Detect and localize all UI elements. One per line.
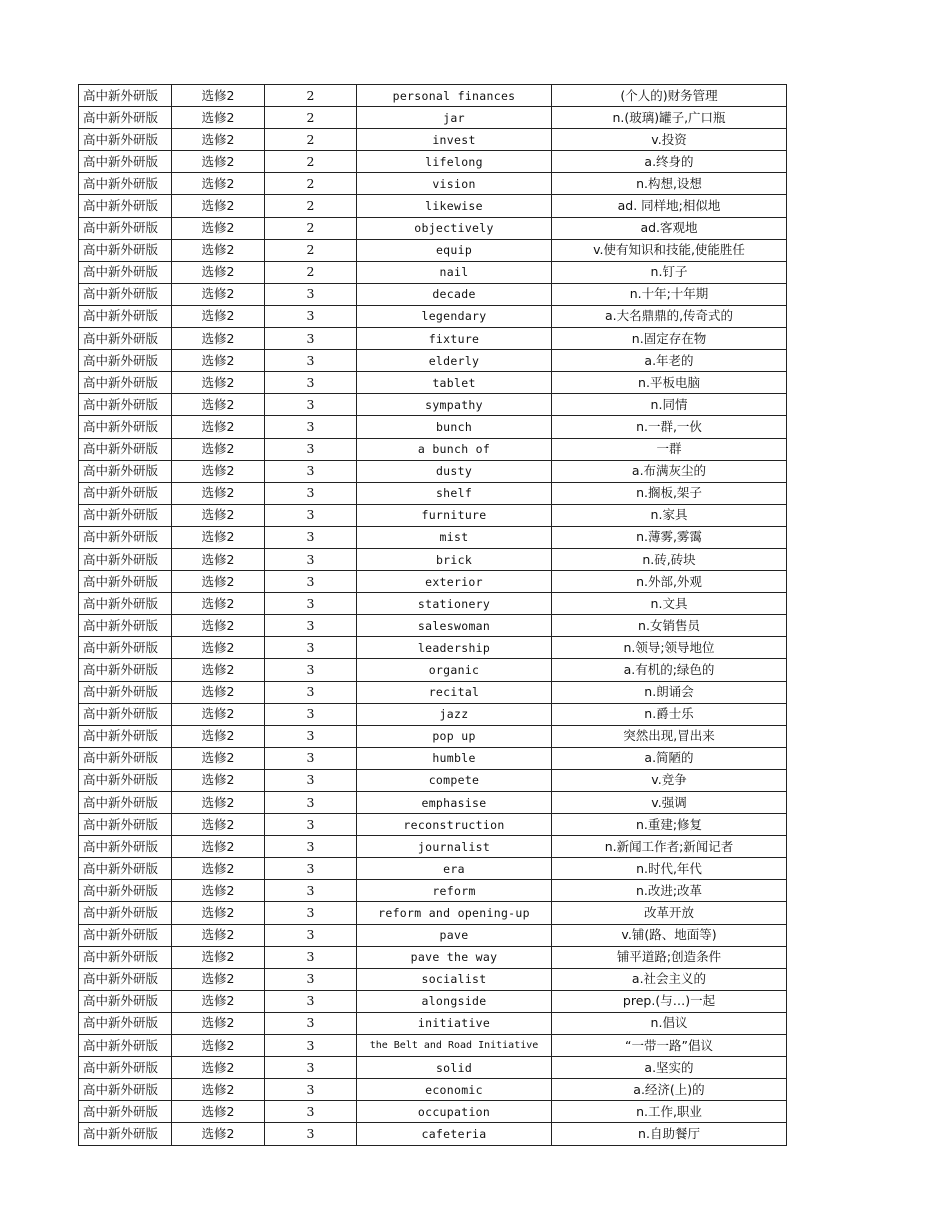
unit-cell: 2 [265, 261, 357, 283]
table-row [79, 615, 787, 637]
book-cell: 选修2 [172, 769, 265, 791]
table-row [79, 836, 787, 858]
meaning-cell: a.大名鼎鼎的,传奇式的 [552, 305, 787, 327]
table-row [79, 283, 787, 305]
book-cell: 选修2 [172, 151, 265, 173]
book-cell: 选修2 [172, 747, 265, 769]
table-row [79, 195, 787, 217]
book-cell: 选修2 [172, 107, 265, 129]
word-cell: decade [357, 283, 552, 305]
word-cell: fixture [357, 328, 552, 350]
unit-cell: 3 [265, 836, 357, 858]
table-row [79, 482, 787, 504]
table-row [79, 305, 787, 327]
unit-cell: 2 [265, 217, 357, 239]
table-row [79, 416, 787, 438]
book-cell: 选修2 [172, 482, 265, 504]
edition-cell: 高中新外研版 [79, 1012, 172, 1034]
word-cell: legendary [357, 305, 552, 327]
table-row [79, 924, 787, 946]
book-cell: 选修2 [172, 438, 265, 460]
meaning-cell: “一带一路”倡议 [552, 1035, 787, 1057]
edition-cell: 高中新外研版 [79, 1057, 172, 1079]
unit-cell: 3 [265, 747, 357, 769]
edition-cell: 高中新外研版 [79, 173, 172, 195]
edition-cell: 高中新外研版 [79, 261, 172, 283]
book-cell: 选修2 [172, 305, 265, 327]
meaning-cell: n.钉子 [552, 261, 787, 283]
edition-cell: 高中新外研版 [79, 195, 172, 217]
book-cell: 选修2 [172, 85, 265, 107]
unit-cell: 3 [265, 924, 357, 946]
unit-cell: 3 [265, 990, 357, 1012]
edition-cell: 高中新外研版 [79, 526, 172, 548]
word-cell: socialist [357, 968, 552, 990]
table-row [79, 1035, 787, 1057]
book-cell: 选修2 [172, 880, 265, 902]
vocabulary-table-body [79, 85, 787, 1146]
table-row [79, 858, 787, 880]
meaning-cell: n.时代,年代 [552, 858, 787, 880]
meaning-cell: prep.(与…)一起 [552, 990, 787, 1012]
word-cell: emphasise [357, 792, 552, 814]
table-row [79, 637, 787, 659]
book-cell: 选修2 [172, 659, 265, 681]
meaning-cell: 改革开放 [552, 902, 787, 924]
meaning-cell: ad.客观地 [552, 217, 787, 239]
table-row [79, 571, 787, 593]
meaning-cell: n.爵士乐 [552, 703, 787, 725]
unit-cell: 3 [265, 394, 357, 416]
unit-cell: 3 [265, 703, 357, 725]
vocabulary-table [78, 84, 787, 1146]
unit-cell: 3 [265, 526, 357, 548]
word-cell: occupation [357, 1101, 552, 1123]
edition-cell: 高中新外研版 [79, 659, 172, 681]
unit-cell: 3 [265, 1123, 357, 1145]
table-row [79, 239, 787, 261]
word-cell: reform and opening-up [357, 902, 552, 924]
book-cell: 选修2 [172, 814, 265, 836]
book-cell: 选修2 [172, 239, 265, 261]
meaning-cell: a.坚实的 [552, 1057, 787, 1079]
edition-cell: 高中新外研版 [79, 880, 172, 902]
edition-cell: 高中新外研版 [79, 747, 172, 769]
book-cell: 选修2 [172, 946, 265, 968]
edition-cell: 高中新外研版 [79, 416, 172, 438]
word-cell: mist [357, 526, 552, 548]
word-cell: exterior [357, 571, 552, 593]
word-cell: vision [357, 173, 552, 195]
meaning-cell: n.家具 [552, 504, 787, 526]
word-cell: dusty [357, 460, 552, 482]
word-cell: invest [357, 129, 552, 151]
unit-cell: 3 [265, 1057, 357, 1079]
book-cell: 选修2 [172, 836, 265, 858]
table-row [79, 504, 787, 526]
book-cell: 选修2 [172, 1035, 265, 1057]
word-cell: tablet [357, 372, 552, 394]
word-cell: pop up [357, 725, 552, 747]
unit-cell: 3 [265, 769, 357, 791]
unit-cell: 3 [265, 615, 357, 637]
word-cell: alongside [357, 990, 552, 1012]
edition-cell: 高中新外研版 [79, 946, 172, 968]
book-cell: 选修2 [172, 1012, 265, 1034]
edition-cell: 高中新外研版 [79, 703, 172, 725]
edition-cell: 高中新外研版 [79, 372, 172, 394]
edition-cell: 高中新外研版 [79, 504, 172, 526]
book-cell: 选修2 [172, 283, 265, 305]
meaning-cell: n.朗诵会 [552, 681, 787, 703]
meaning-cell: n.倡议 [552, 1012, 787, 1034]
word-cell: jar [357, 107, 552, 129]
book-cell: 选修2 [172, 902, 265, 924]
table-row [79, 1101, 787, 1123]
edition-cell: 高中新外研版 [79, 968, 172, 990]
meaning-cell: n.同情 [552, 394, 787, 416]
edition-cell: 高中新外研版 [79, 482, 172, 504]
table-row [79, 990, 787, 1012]
table-row [79, 438, 787, 460]
book-cell: 选修2 [172, 548, 265, 570]
edition-cell: 高中新外研版 [79, 283, 172, 305]
unit-cell: 2 [265, 85, 357, 107]
unit-cell: 3 [265, 902, 357, 924]
book-cell: 选修2 [172, 129, 265, 151]
edition-cell: 高中新外研版 [79, 814, 172, 836]
table-row [79, 747, 787, 769]
meaning-cell: n.薄雾,雾霭 [552, 526, 787, 548]
unit-cell: 3 [265, 283, 357, 305]
book-cell: 选修2 [172, 504, 265, 526]
table-row [79, 792, 787, 814]
unit-cell: 3 [265, 593, 357, 615]
word-cell: objectively [357, 217, 552, 239]
word-cell: furniture [357, 504, 552, 526]
edition-cell: 高中新外研版 [79, 394, 172, 416]
meaning-cell: 一群 [552, 438, 787, 460]
edition-cell: 高中新外研版 [79, 792, 172, 814]
word-cell: saleswoman [357, 615, 552, 637]
table-row [79, 946, 787, 968]
word-cell: equip [357, 239, 552, 261]
meaning-cell: v.使有知识和技能,使能胜任 [552, 239, 787, 261]
edition-cell: 高中新外研版 [79, 107, 172, 129]
book-cell: 选修2 [172, 681, 265, 703]
word-cell: humble [357, 747, 552, 769]
meaning-cell: n.重建;修复 [552, 814, 787, 836]
book-cell: 选修2 [172, 217, 265, 239]
meaning-cell: n.构想,设想 [552, 173, 787, 195]
unit-cell: 2 [265, 173, 357, 195]
unit-cell: 3 [265, 681, 357, 703]
meaning-cell: n.平板电脑 [552, 372, 787, 394]
meaning-cell: n.文具 [552, 593, 787, 615]
word-cell: bunch [357, 416, 552, 438]
meaning-cell: v.铺(路、地面等) [552, 924, 787, 946]
meaning-cell: v.竞争 [552, 769, 787, 791]
table-row [79, 394, 787, 416]
edition-cell: 高中新外研版 [79, 1079, 172, 1101]
edition-cell: 高中新外研版 [79, 151, 172, 173]
edition-cell: 高中新外研版 [79, 725, 172, 747]
meaning-cell: n.工作,职业 [552, 1101, 787, 1123]
book-cell: 选修2 [172, 615, 265, 637]
table-row [79, 526, 787, 548]
unit-cell: 3 [265, 571, 357, 593]
meaning-cell: n.领导;领导地位 [552, 637, 787, 659]
word-cell: jazz [357, 703, 552, 725]
unit-cell: 3 [265, 305, 357, 327]
book-cell: 选修2 [172, 1057, 265, 1079]
table-row [79, 814, 787, 836]
book-cell: 选修2 [172, 858, 265, 880]
unit-cell: 3 [265, 548, 357, 570]
word-cell: pave [357, 924, 552, 946]
word-cell: compete [357, 769, 552, 791]
meaning-cell: a.社会主义的 [552, 968, 787, 990]
table-row [79, 769, 787, 791]
meaning-cell: a.经济(上)的 [552, 1079, 787, 1101]
table-row [79, 328, 787, 350]
word-cell: likewise [357, 195, 552, 217]
meaning-cell: a.简陋的 [552, 747, 787, 769]
book-cell: 选修2 [172, 372, 265, 394]
meaning-cell: n.改进;改革 [552, 880, 787, 902]
word-cell: initiative [357, 1012, 552, 1034]
meaning-cell: 突然出现,冒出来 [552, 725, 787, 747]
meaning-cell: n.固定存在物 [552, 328, 787, 350]
word-cell: reconstruction [357, 814, 552, 836]
meaning-cell: v.强调 [552, 792, 787, 814]
edition-cell: 高中新外研版 [79, 769, 172, 791]
table-row [79, 261, 787, 283]
unit-cell: 2 [265, 129, 357, 151]
book-cell: 选修2 [172, 924, 265, 946]
unit-cell: 3 [265, 482, 357, 504]
book-cell: 选修2 [172, 261, 265, 283]
edition-cell: 高中新外研版 [79, 328, 172, 350]
book-cell: 选修2 [172, 394, 265, 416]
word-cell: leadership [357, 637, 552, 659]
book-cell: 选修2 [172, 526, 265, 548]
meaning-cell: n.自助餐厅 [552, 1123, 787, 1145]
edition-cell: 高中新外研版 [79, 85, 172, 107]
unit-cell: 2 [265, 195, 357, 217]
unit-cell: 3 [265, 968, 357, 990]
meaning-cell: a.布满灰尘的 [552, 460, 787, 482]
word-cell: brick [357, 548, 552, 570]
meaning-cell: a.终身的 [552, 151, 787, 173]
meaning-cell: 铺平道路;创造条件 [552, 946, 787, 968]
meaning-cell: n.(玻璃)罐子,广口瓶 [552, 107, 787, 129]
table-row [79, 1123, 787, 1145]
table-row [79, 880, 787, 902]
word-cell: sympathy [357, 394, 552, 416]
book-cell: 选修2 [172, 990, 265, 1012]
book-cell: 选修2 [172, 350, 265, 372]
edition-cell: 高中新外研版 [79, 858, 172, 880]
word-cell: nail [357, 261, 552, 283]
unit-cell: 3 [265, 328, 357, 350]
book-cell: 选修2 [172, 1123, 265, 1145]
edition-cell: 高中新外研版 [79, 239, 172, 261]
word-cell: shelf [357, 482, 552, 504]
unit-cell: 3 [265, 372, 357, 394]
table-row [79, 548, 787, 570]
edition-cell: 高中新外研版 [79, 350, 172, 372]
edition-cell: 高中新外研版 [79, 1035, 172, 1057]
word-cell: reform [357, 880, 552, 902]
book-cell: 选修2 [172, 593, 265, 615]
table-row [79, 350, 787, 372]
unit-cell: 3 [265, 858, 357, 880]
word-cell: economic [357, 1079, 552, 1101]
word-cell: organic [357, 659, 552, 681]
meaning-cell: ad. 同样地;相似地 [552, 195, 787, 217]
meaning-cell: n.新闻工作者;新闻记者 [552, 836, 787, 858]
table-row [79, 217, 787, 239]
book-cell: 选修2 [172, 1101, 265, 1123]
edition-cell: 高中新外研版 [79, 637, 172, 659]
unit-cell: 3 [265, 1012, 357, 1034]
edition-cell: 高中新外研版 [79, 990, 172, 1012]
meaning-cell: n.女销售员 [552, 615, 787, 637]
meaning-cell: (个人的)财务管理 [552, 85, 787, 107]
table-row [79, 151, 787, 173]
word-cell: a bunch of [357, 438, 552, 460]
unit-cell: 3 [265, 1035, 357, 1057]
meaning-cell: a.有机的;绿色的 [552, 659, 787, 681]
book-cell: 选修2 [172, 416, 265, 438]
unit-cell: 3 [265, 460, 357, 482]
unit-cell: 3 [265, 438, 357, 460]
table-row [79, 968, 787, 990]
word-cell: journalist [357, 836, 552, 858]
unit-cell: 3 [265, 659, 357, 681]
unit-cell: 2 [265, 107, 357, 129]
edition-cell: 高中新外研版 [79, 129, 172, 151]
unit-cell: 3 [265, 814, 357, 836]
table-row [79, 129, 787, 151]
meaning-cell: n.外部,外观 [552, 571, 787, 593]
edition-cell: 高中新外研版 [79, 615, 172, 637]
edition-cell: 高中新外研版 [79, 1123, 172, 1145]
edition-cell: 高中新外研版 [79, 593, 172, 615]
table-row [79, 107, 787, 129]
unit-cell: 3 [265, 350, 357, 372]
unit-cell: 3 [265, 725, 357, 747]
edition-cell: 高中新外研版 [79, 571, 172, 593]
unit-cell: 3 [265, 1101, 357, 1123]
edition-cell: 高中新外研版 [79, 836, 172, 858]
unit-cell: 3 [265, 637, 357, 659]
word-cell: lifelong [357, 151, 552, 173]
table-row [79, 460, 787, 482]
unit-cell: 3 [265, 792, 357, 814]
edition-cell: 高中新外研版 [79, 548, 172, 570]
word-cell: cafeteria [357, 1123, 552, 1145]
edition-cell: 高中新外研版 [79, 924, 172, 946]
word-cell: elderly [357, 350, 552, 372]
table-row [79, 1012, 787, 1034]
book-cell: 选修2 [172, 460, 265, 482]
book-cell: 选修2 [172, 703, 265, 725]
table-row [79, 593, 787, 615]
meaning-cell: v.投资 [552, 129, 787, 151]
meaning-cell: a.年老的 [552, 350, 787, 372]
unit-cell: 2 [265, 151, 357, 173]
table-row [79, 902, 787, 924]
word-cell: recital [357, 681, 552, 703]
unit-cell: 3 [265, 1079, 357, 1101]
unit-cell: 2 [265, 239, 357, 261]
unit-cell: 3 [265, 946, 357, 968]
table-row [79, 1057, 787, 1079]
table-row [79, 372, 787, 394]
edition-cell: 高中新外研版 [79, 902, 172, 924]
book-cell: 选修2 [172, 571, 265, 593]
word-cell: the Belt and Road Initiative [357, 1035, 552, 1057]
book-cell: 选修2 [172, 1079, 265, 1101]
unit-cell: 3 [265, 504, 357, 526]
book-cell: 选修2 [172, 792, 265, 814]
book-cell: 选修2 [172, 328, 265, 350]
table-row [79, 173, 787, 195]
meaning-cell: n.十年;十年期 [552, 283, 787, 305]
edition-cell: 高中新外研版 [79, 681, 172, 703]
book-cell: 选修2 [172, 195, 265, 217]
table-row [79, 85, 787, 107]
book-cell: 选修2 [172, 173, 265, 195]
word-cell: era [357, 858, 552, 880]
book-cell: 选修2 [172, 637, 265, 659]
unit-cell: 3 [265, 880, 357, 902]
table-row [79, 681, 787, 703]
table-row [79, 659, 787, 681]
word-cell: stationery [357, 593, 552, 615]
word-cell: solid [357, 1057, 552, 1079]
edition-cell: 高中新外研版 [79, 1101, 172, 1123]
edition-cell: 高中新外研版 [79, 438, 172, 460]
meaning-cell: n.一群,一伙 [552, 416, 787, 438]
unit-cell: 3 [265, 416, 357, 438]
edition-cell: 高中新外研版 [79, 460, 172, 482]
meaning-cell: n.砖,砖块 [552, 548, 787, 570]
book-cell: 选修2 [172, 725, 265, 747]
word-cell: pave the way [357, 946, 552, 968]
table-row [79, 703, 787, 725]
book-cell: 选修2 [172, 968, 265, 990]
table-row [79, 1079, 787, 1101]
word-cell: personal finances [357, 85, 552, 107]
meaning-cell: n.搁板,架子 [552, 482, 787, 504]
edition-cell: 高中新外研版 [79, 217, 172, 239]
edition-cell: 高中新外研版 [79, 305, 172, 327]
table-row [79, 725, 787, 747]
